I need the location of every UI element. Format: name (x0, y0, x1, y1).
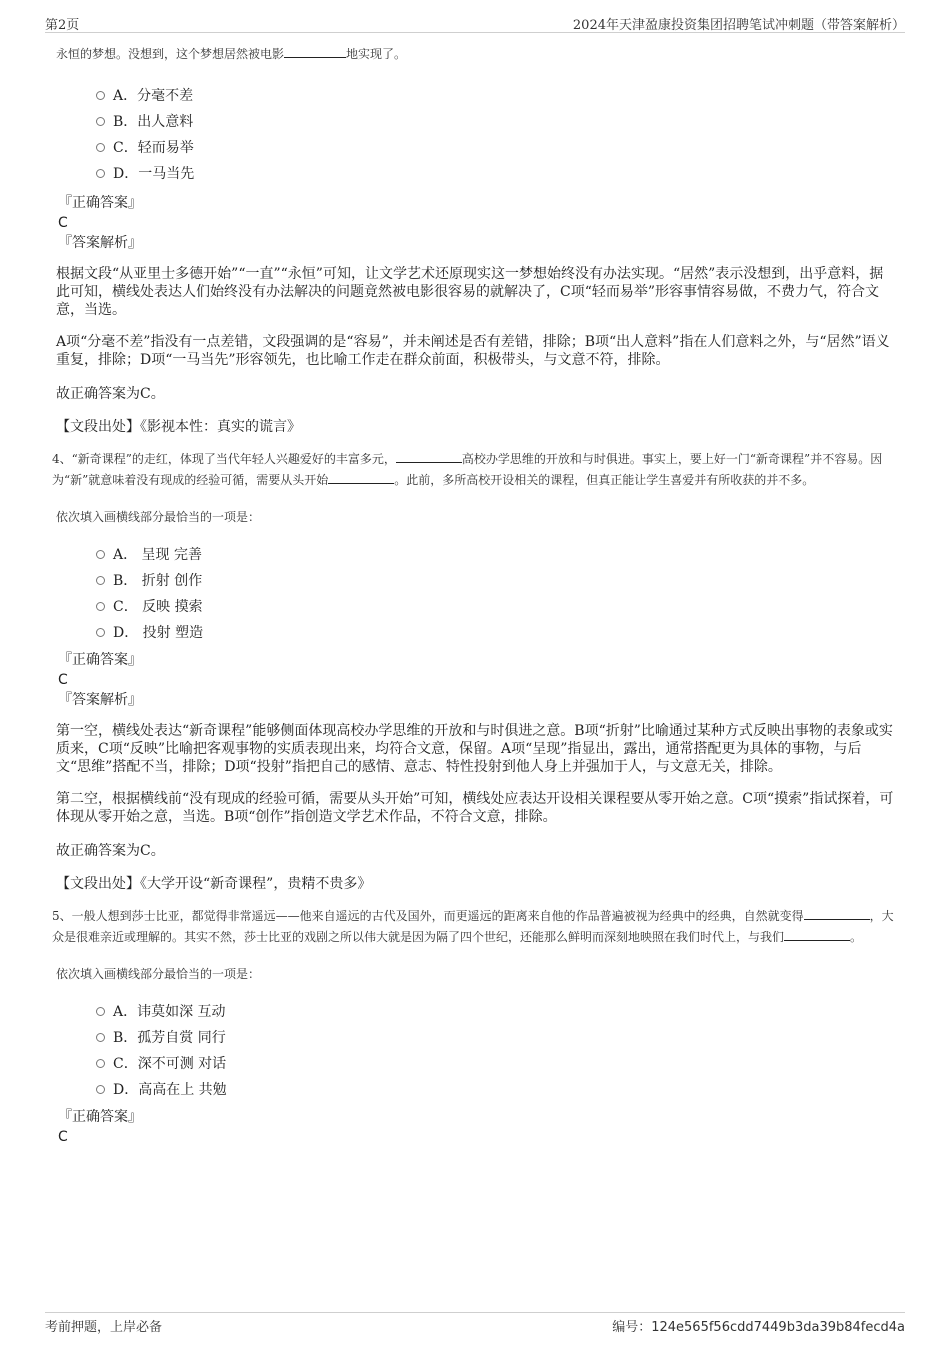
blank (804, 906, 870, 920)
answer-label: 『正确答案』 (58, 195, 142, 211)
analysis-paragraph: A项“分毫不差”指没有一点差错，文段强调的是“容易”，并未阐述是否有差错，排除；B项“出人意料”指在人们意料之外，与“居然”语义重复，排除；D项“一马当先”形容领先，也比喻工作走在群众前面，积极带头，与文意不符，排除。 (56, 334, 890, 368)
answer-label: 『正确答案』 (58, 1109, 142, 1125)
page-number: 第2页 (45, 18, 80, 33)
radio-icon[interactable] (96, 576, 105, 585)
radio-icon[interactable] (96, 1059, 105, 1068)
radio-icon[interactable] (96, 143, 105, 152)
analysis-conclusion: 故正确答案为C。 (56, 386, 165, 402)
option-a[interactable]: A． 呈现 完善 (96, 542, 894, 568)
q5-stem: 5、一般人想到莎士比亚，都觉得非常遥远——他来自遥远的古代及国外，而更遥远的距离来自他的作品普遍被视为经典中的经典，自然就变得 ，大众是很难亲近或理解的。其实不然，莎士比亚的戏剧之所以伟大就是因为隔了四个世纪，还能那么鲜明而深刻地映照在我们时代上，与我们 。 (52, 906, 894, 948)
document-body (52, 44, 894, 1147)
q4-stem: 4、“新奇课程”的走红，体现了当代年轻人兴趣爱好的丰富多元， 高校办学思维的开放和与时俱进。事实上，要上好一门“新奇课程”并不容易。因为“新”就意味着没有现成的经验可循，需要从头开始 。此前，多所高校开设相关的课程，但真正能让学生喜爱并有所收获的并不多。 (52, 449, 894, 491)
option-d[interactable]: D．高高在上 共勉 (96, 1077, 894, 1103)
analysis-label: 『答案解析』 (58, 692, 142, 708)
footer-slogan: 考前押题，上岸必备 (45, 1320, 163, 1335)
blank (784, 927, 850, 941)
radio-icon[interactable] (96, 1007, 105, 1016)
radio-icon[interactable] (96, 550, 105, 559)
radio-icon[interactable] (96, 628, 105, 637)
option-c[interactable]: C．深不可测 对话 (96, 1051, 894, 1077)
radio-icon[interactable] (96, 1085, 105, 1094)
option-d[interactable]: D． 投射 塑造 (96, 620, 894, 646)
answer-value: C (58, 672, 68, 688)
blank (328, 470, 394, 484)
page-header (45, 12, 905, 33)
q3-stem-tail: 永恒的梦想。没想到，这个梦想居然被电影 地实现了。 (56, 44, 894, 65)
option-b[interactable]: B．出人意料 (96, 109, 894, 135)
radio-icon[interactable] (96, 169, 105, 178)
q5-prompt: 依次填入画横线部分最恰当的一项是： (56, 967, 261, 981)
answer-value: C (58, 215, 68, 231)
blank (284, 44, 346, 58)
analysis-paragraph: 第一空，横线处表达“新奇课程”能够侧面体现高校办学思维的开放和与时俱进之意。B项“折射”比喻通过某种方式反映出事物的表象或实质来，C项“反映”比喻把客观事物的实质表现出来，均符合文意，保留。A项“呈现”指显出，露出，通常搭配更为具体的事物，与后文“思维”搭配不当，排除；D项“投射”指把自己的感情、意志、特性投射到他人身上并强加于人，与文意无关，排除。 (56, 723, 893, 775)
source-citation: 【文段出处】《大学开设“新奇课程”，贵精不贵多》 (56, 876, 372, 892)
radio-icon[interactable] (96, 117, 105, 126)
option-b[interactable]: B． 折射 创作 (96, 568, 894, 594)
page-footer (45, 1312, 905, 1333)
radio-icon[interactable] (96, 602, 105, 611)
option-b[interactable]: B．孤芳自赏 同行 (96, 1025, 894, 1051)
q4-prompt: 依次填入画横线部分最恰当的一项是： (56, 510, 261, 524)
blank (396, 449, 462, 463)
q4-options (56, 542, 894, 646)
option-c[interactable]: C．轻而易举 (96, 135, 894, 161)
option-a[interactable]: A．讳莫如深 互动 (96, 999, 894, 1025)
analysis-conclusion: 故正确答案为C。 (56, 843, 165, 859)
document-code: 编号：124e565f56cdd7449b3da39b84fecd4a (612, 1320, 905, 1335)
option-c[interactable]: C． 反映 摸索 (96, 594, 894, 620)
q5-options (56, 999, 894, 1103)
q3-options (56, 83, 894, 187)
option-d[interactable]: D．一马当先 (96, 161, 894, 187)
analysis-paragraph: 根据文段“从亚里士多德开始”“一直”“永恒”可知，让文学艺术还原现实这一梦想始终没有办法实现。“居然”表示没想到，出乎意料，据此可知，横线处表达人们始终没有办法解决的问题竟然被电影很容易的就解决了，C项“轻而易举”形容事情容易做，不费力气，符合文意，当选。 (56, 266, 884, 318)
radio-icon[interactable] (96, 91, 105, 100)
answer-value: C (58, 1129, 68, 1145)
analysis-label: 『答案解析』 (58, 235, 142, 251)
option-a[interactable]: A．分毫不差 (96, 83, 894, 109)
document-title: 2024年天津盈康投资集团招聘笔试冲刺题（带答案解析） (572, 18, 905, 33)
source-citation: 【文段出处】《影视本性：真实的谎言》 (56, 419, 301, 435)
analysis-paragraph: 第二空，根据横线前“没有现成的经验可循，需要从头开始”可知，横线处应表达开设相关课程要从零开始之意。C项“摸索”指试探着，可体现从零开始之意，当选。B项“创作”指创造文学艺术作品，不符合文意，排除。 (56, 791, 894, 825)
radio-icon[interactable] (96, 1033, 105, 1042)
answer-label: 『正确答案』 (58, 652, 142, 668)
